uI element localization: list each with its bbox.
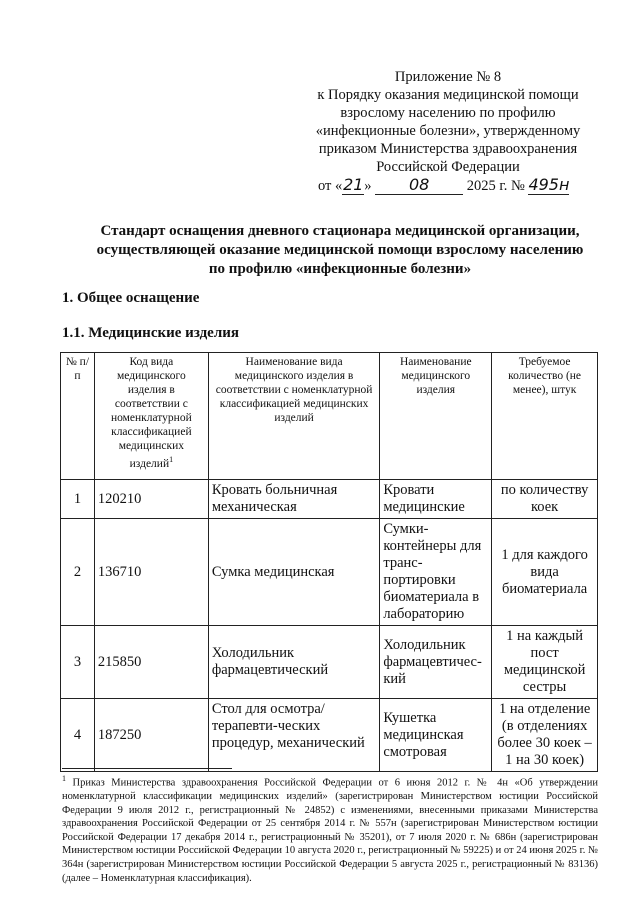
section-heading-1-1: 1.1. Медицинские изделия — [62, 325, 239, 341]
section-heading-1: 1. Общее оснащение — [62, 290, 200, 306]
date-year: 2025 г. № — [463, 178, 529, 194]
cell-kind: Кровать больничная механическая — [208, 480, 379, 519]
footnote-text: Приказ Министерства здравоохранения Российской Федерации от 6 июня 2012 г. № 4н «Об утверждении номенклатурной классификации медицинских изделий» (зарегистрирован Министерством юстиции Российской Федерации 9 июля 2012 г., регистрационный № 24852) с изменениями, внесенными приказами Министерства здравоохранения Российской Федерации от 25 сентября 2014 г. № 557н (зарегистрирован Министерством юстиции Российской Федерации 17 декабря 2014 г., регистрационный № 35201), от 7 июля 2020 г. № 686н (зарегистрирован Министерством юстиции Российской Федерации 10 августа 2020 г., регистрационный № 59225) и от 24 июня 2025 г. № 364н (зарегистрирован Министерством юстиции Российской Федерации 5 августа 2025 г., регистрационный № 83136) (далее – Номенклатурная классификация). — [62, 777, 598, 884]
table-row — [61, 626, 598, 699]
cell-qty: 1 на каждый пост медицинской сестры — [492, 626, 598, 699]
footnote — [62, 772, 598, 885]
appendix-line: взрослому населению по профилю — [340, 105, 556, 121]
title-line: по профилю «инфекционные болезни» — [208, 261, 472, 277]
cell-qty: 1 для каждого вида биоматериала — [492, 519, 598, 626]
appendix-line: Российской Федерации — [376, 159, 520, 175]
table-header-row — [61, 353, 598, 480]
header-code — [94, 353, 208, 480]
header-kind: Наименование вида медицинского изделия в соответствии с номенклатурной классификацией медицинских изделий — [208, 353, 379, 480]
cell-qty: по количеству коек — [492, 480, 598, 519]
cell-name: Кровати медицинские — [380, 480, 492, 519]
header-device: Наименование медицинского изделия — [380, 353, 492, 480]
order-number: 495н — [528, 175, 570, 194]
footnote-mark: 1 — [62, 774, 66, 783]
appendix-header — [300, 68, 596, 176]
cell-name: Сумки-контейнеры для транс-портировки биоматериала в лабораторию — [380, 519, 492, 626]
date-mid: » — [364, 178, 376, 194]
appendix-line: приказом Министерства здравоохранения — [318, 141, 578, 157]
cell-num: 3 — [61, 626, 95, 699]
cell-num: 1 — [61, 480, 95, 519]
date-month: 08 — [375, 175, 463, 195]
table-row — [61, 519, 598, 626]
appendix-line: Приложение № 8 — [394, 69, 502, 85]
document-title — [60, 222, 620, 279]
cell-code: 120210 — [94, 480, 208, 519]
cell-code: 215850 — [94, 626, 208, 699]
title-line: Стандарт оснащения дневного стационара медицинской организации, — [100, 223, 580, 239]
cell-kind: Холодильник фармацевтический — [208, 626, 379, 699]
cell-qty: 1 на отделение (в отделениях более 30 коек – 1 на 30 коек) — [492, 699, 598, 772]
cell-kind: Стол для осмотра/терапевти-ческих процедур, механический — [208, 699, 379, 772]
footnote-divider — [62, 768, 232, 769]
appendix-line: к Порядку оказания медицинской помощи — [317, 87, 579, 103]
cell-kind: Сумка медицинская — [208, 519, 379, 626]
header-quantity: Требуемое количество (не менее), штук — [492, 353, 598, 480]
equipment-table — [60, 352, 598, 772]
cell-name: Кушетка медицинская смотровая — [380, 699, 492, 772]
cell-num: 4 — [61, 699, 95, 772]
order-date-line — [318, 175, 618, 195]
table-row — [61, 699, 598, 772]
footnote-ref: 1 — [169, 455, 174, 464]
cell-code: 136710 — [94, 519, 208, 626]
cell-code: 187250 — [94, 699, 208, 772]
appendix-line: «инфекционные болезни», утвержденному — [315, 123, 581, 139]
table-row — [61, 480, 598, 519]
header-code-text: Код вида медицинского изделия в соответствии с номенклатурной классификацией медицинских изделий — [110, 356, 192, 470]
date-prefix: от « — [318, 178, 343, 194]
cell-name: Холодильник фармацевтичес-кий — [380, 626, 492, 699]
cell-num: 2 — [61, 519, 95, 626]
title-line: осуществляющей оказание медицинской помощи взрослому населению — [96, 242, 584, 258]
date-day: 21 — [343, 175, 364, 194]
header-number: № п/п — [61, 353, 95, 480]
